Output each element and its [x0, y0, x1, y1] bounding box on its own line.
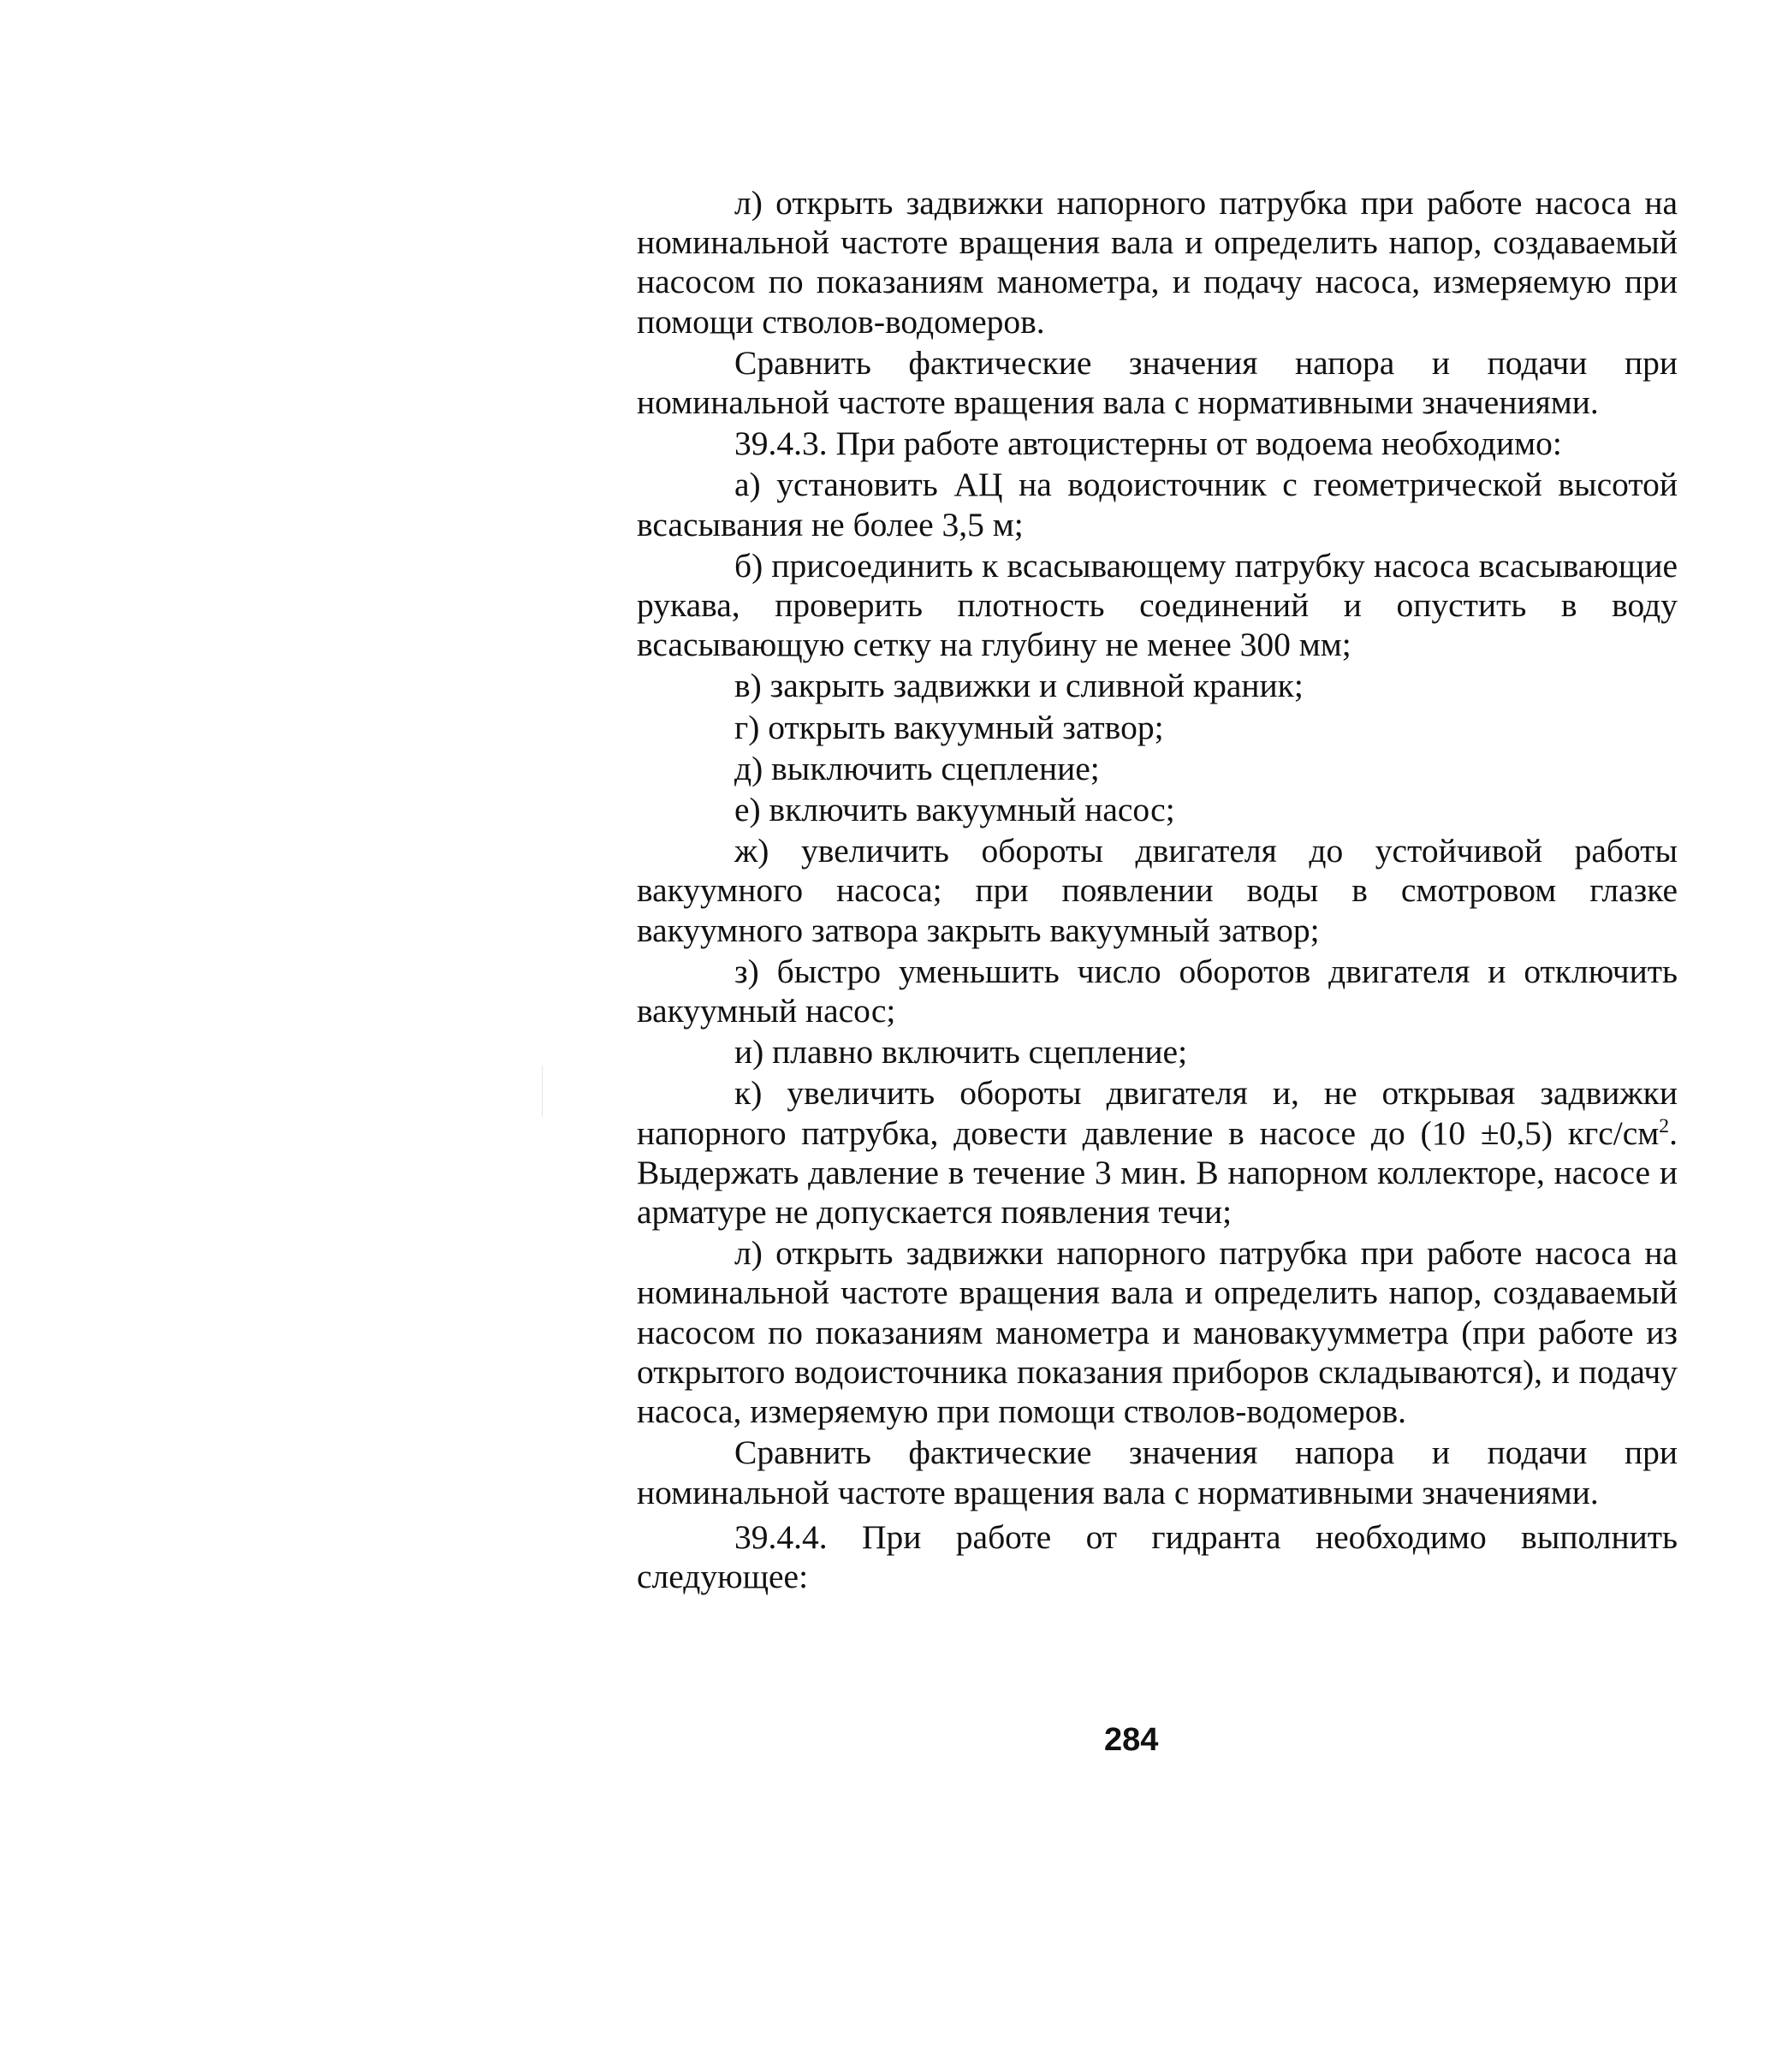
page-body — [637, 183, 1678, 1598]
paragraph-a: а) установить АЦ на водоисточник с геометрической высотой всасывания не более 3,5 м; — [637, 466, 1678, 543]
paragraph-g: г) открыть вакуумный затвор; — [734, 708, 1164, 746]
paragraph-d: д) выключить сцепление; — [734, 749, 1100, 787]
paragraph-zh: ж) увеличить обороты двигателя до устойчивой работы вакуумного насоса; при появлении воды в смотровом глазке вакуумного затвора закрыть вакуумный затвор; — [637, 832, 1678, 949]
paragraph-39-4-3: 39.4.3. При работе автоцистерны от водоема необходимо: — [734, 424, 1562, 463]
paragraph-z: з) быстро уменьшить число оборотов двигателя и отключить вакуумный насос; — [637, 952, 1678, 1030]
paragraph-k-text-end: . Выдержать давление в течение 3 мин. В напорном коллекторе, насосе и арматуре не допускается появления течи; — [637, 1113, 1678, 1232]
superscript-2: 2 — [1659, 1114, 1670, 1137]
paragraph-v: в) закрыть задвижки и сливной краник; — [734, 667, 1304, 705]
paragraph-k — [637, 1073, 1678, 1232]
paragraph-39-4-4: 39.4.4. При работе от гидранта необходимо выполнить следующее: — [637, 1517, 1678, 1595]
paragraph-e: е) включить вакуумный насос; — [734, 791, 1175, 829]
paragraph-compare-1: Сравнить фактические значения напора и подачи при номинальной частоте вращения вала с нормативными значениями. — [637, 343, 1678, 422]
paragraph-i: и) плавно включить сцепление; — [734, 1033, 1188, 1072]
paragraph-b: б) присоединить к всасывающему патрубку насоса всасывающие рукава, проверить плотность соединений и опустить в воду всасывающую сетку на глубину не менее 300 мм; — [637, 546, 1678, 664]
paragraph-l-2: л) открыть задвижки напорного патрубка при работе насоса на номинальной частоте вращения вала и определить напор, создаваемый насосом по показаниям манометра и мановакуумметра (при работе из открытого водоисточника показания приборов складываются), и подачу насоса, измеряемую при помощи стволов-водомеров. — [637, 1234, 1678, 1431]
paragraph-k-text-start: к) увеличить обороты двигателя и, не открывая задвижки напорного патрубка, довести давление в насосе до (10 ±0,5) кгс/см — [637, 1074, 1678, 1152]
paragraph-compare-2: Сравнить фактические значения напора и подачи при номинальной частоте вращения вала с нормативными значениями. — [637, 1434, 1678, 1511]
paragraph-l-1: л) открыть задвижки напорного патрубка при работе насоса на номинальной частоте вращения вала и определить напор, создаваемый насосом по показаниям манометра, и подачу насоса, измеряемую при помощи стволов-водомеров. — [637, 184, 1678, 341]
page-number: 284 — [1104, 1722, 1159, 1758]
scan-artifact-line — [542, 1066, 543, 1117]
